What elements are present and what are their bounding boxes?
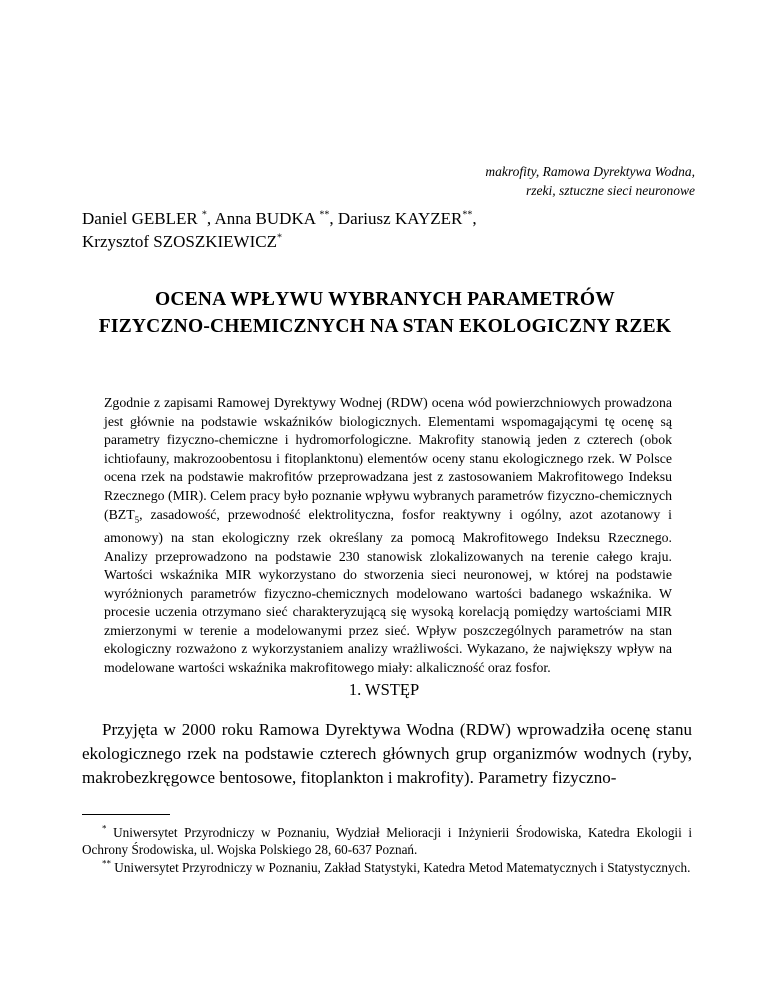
- author-affiliation-mark: **: [319, 209, 330, 221]
- author-affiliation-mark: *: [277, 232, 282, 244]
- author-name: Dariusz KAYZER: [337, 209, 463, 228]
- author-separator: ,: [329, 209, 338, 228]
- footnote-mark: **: [102, 858, 111, 869]
- abstract-subscript: 5: [134, 514, 140, 525]
- body-paragraph: Przyjęta w 2000 roku Ramowa Dyrektywa Wodna (RDW) wprowadziła ocenę stanu ekologicznego rzek na podstawie czterech głównych grup organizmów wodnych (ryby, makrobezkręgowce bentosowe, fitoplankton i makrofity). Parametry fizyczno-: [82, 720, 692, 787]
- keywords-line-2: rzeki, sztuczne sieci neuronowe: [526, 183, 695, 198]
- keywords-line-1: makrofity, Ramowa Dyrektywa Wodna,: [485, 164, 695, 179]
- paper-title-line-2: FIZYCZNO-CHEMICZNYCH NA STAN EKOLOGICZNY RZEK: [98, 316, 672, 337]
- footnote-1: [82, 824, 692, 859]
- footnote-divider: [82, 814, 170, 815]
- abstract-text-continued: , zasadowość, przewodność elektrolityczna, fosfor reaktywny i ogólny, azot azotanowy i amonowy) na stan ekologiczny rzek określany za pomocą Makrofitowego Indeksu Rzecznego. Analizy przeprowadzono na podstawie 230 stanowisk zlokalizowanych na terenie całego kraju. Wartości wskaźnika MIR wykorzystano do stworzenia sieci neuronowej, w której na podstawie wyróżnionych parametrów fizyczno-chemicznych modelowano wartości badanego wskaźnika. W procesie uczenia otrzymano sieć charakteryzującą się wysoką korelacją pomiędzy wartościami MIR zmierzonymi w terenie a modelowanymi przez sieć. Wpływ poszczególnych parametrów na stan ekologiczny rozważono z wykorzystaniem analizy wrażliwości. Wykazano, że największy wpływ na modelowane wartości wskaźnika makrofitowego miały: alkaliczność oraz fosfor.: [104, 506, 672, 676]
- paper-title: [60, 286, 710, 340]
- paper-title-line-1: OCENA WPŁYWU WYBRANYCH PARAMETRÓW: [155, 289, 615, 310]
- footnote-2: [82, 859, 692, 876]
- author-name: Anna BUDKA: [214, 209, 316, 228]
- author-affiliation-mark: *: [201, 209, 207, 221]
- footnote-text: Uniwersytet Przyrodniczy w Poznaniu, Wydział Melioracji i Inżynierii Środowiska, Katedra Ekologii i Ochrony Środowiska, ul. Wojska Polskiego 28, 60-637 Poznań.: [82, 825, 692, 858]
- author-affiliation-mark: **: [462, 209, 473, 221]
- author-name: Daniel GEBLER: [82, 209, 198, 228]
- abstract: [104, 394, 672, 678]
- section-heading: 1. WSTĘP: [348, 680, 420, 699]
- author-separator: ,: [472, 209, 477, 228]
- footnotes: [82, 824, 692, 876]
- footnote-text: Uniwersytet Przyrodniczy w Poznaniu, Zakład Statystyki, Katedra Metod Matematycznych i Statystycznych.: [111, 859, 691, 875]
- authors: [82, 207, 702, 253]
- keywords: [295, 162, 695, 200]
- footnote-mark: *: [102, 823, 107, 834]
- abstract-text: Zgodnie z zapisami Ramowej Dyrektywy Wodnej (RDW) ocena wód powierzchniowych prowadzona jest głównie na podstawie wskaźników biologicznych. Elementami wspomagającymi tę ocenę są parametry fizyczno-chemiczne i hydromorfologiczne. Makrofity stanowią jeden z czterech (obok ichtiofauny, makrozoobentosu i fitoplanktonu) elementów oceny stanu ekologicznego rzek. W Polsce ocena rzek na podstawie makrofitów przeprowadzana jest z zastosowaniem Makrofitowego Indeksu Rzecznego (MIR). Celem pracy było poznanie wpływu wybranych parametrów fizyczno-chemicznych (BZT: [104, 395, 672, 522]
- author-separator: ,: [206, 209, 215, 228]
- author-name: Krzysztof SZOSZKIEWICZ: [82, 232, 277, 251]
